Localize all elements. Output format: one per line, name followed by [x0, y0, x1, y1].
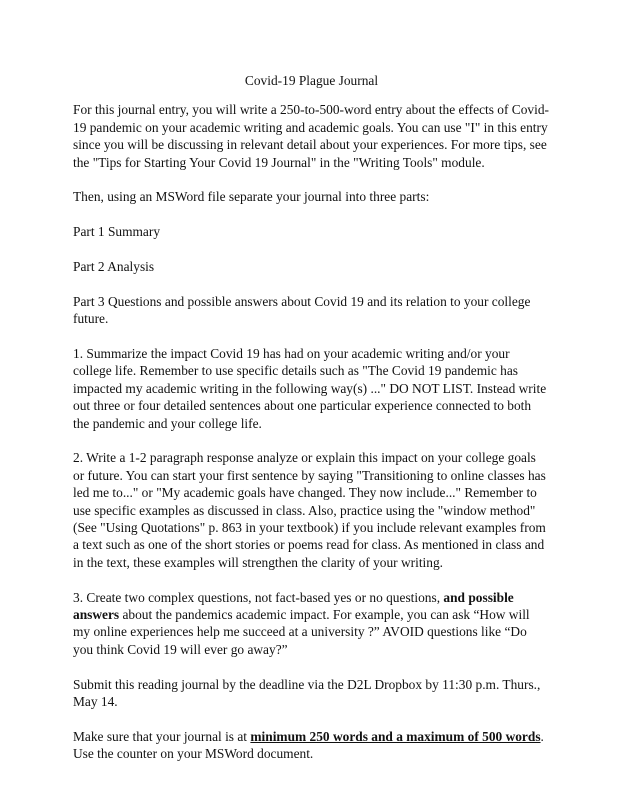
- page-title: Covid-19 Plague Journal: [244, 73, 379, 88]
- word-count-emphasis: minimum 250 words and a maximum of 500 words: [250, 728, 541, 744]
- step-3-text-after: about the pandemics academic impact. For example, you can ask “How will my online experiences help me succeed at a university ?” AVOID questions like “Do you think Covid 19 will ever go away?”: [73, 607, 530, 657]
- submit-paragraph: Submit this reading journal by the deadline via the D2L Dropbox by 11:30 p.m. Thurs., May 14.: [73, 676, 541, 710]
- part-1-label: Part 1 Summary: [73, 224, 161, 240]
- word-count-text-after: . Use the counter on your MSWord document.: [73, 728, 544, 762]
- step-3-paragraph: [73, 589, 550, 659]
- part-3-label: Part 3 Questions and possible answers about Covid 19 and its relation to your college future.: [73, 293, 531, 327]
- instruction-paragraph: Then, using an MSWord file separate your journal into three parts:: [73, 189, 430, 205]
- intro-paragraph: For this journal entry, you will write a 250-to-500-word entry about the effects of Covid-19 pandemic on your academic writing and academic goals. You can use "I" in this entry since you will be discussing in relevant detail about your experiences. For more tips, see the "Tips for Starting Your Covid 19 Journal" in the "Writing Tools" module.: [73, 102, 550, 170]
- word-count-paragraph: [73, 728, 550, 763]
- step-2-paragraph: 2. Write a 1-2 paragraph response analyze or explain this impact on your college goals or future. You can start your first sentence by saying "Transitioning to online classes has led me to..." or "My academic goals have changed. They now include..." Remember to use specific examples as discussed in class. Also, practice using the "window method" (See "Using Quotations" p. 863 in your textbook) if you include relevant examples from a text such as one of the short stories or poems read for class. As mentioned in class and in the text, these examples will strengthen the clarity of your writing.: [73, 450, 546, 570]
- step-3-bold-text: and possible answers: [73, 589, 514, 623]
- step-1-paragraph: 1. Summarize the impact Covid 19 has had on your academic writing and/or your college life. Remember to use specific details such as "The Covid 19 pandemic has impacted my academic writing in the following way(s) ..." DO NOT LIST. Instead write out three or four detailed sentences about one particular experience connected to both the pandemic and your college life.: [73, 346, 547, 431]
- part-2-label: Part 2 Analysis: [73, 259, 155, 275]
- step-3-text-before: 3. Create two complex questions, not fact-based yes or no questions,: [73, 589, 444, 605]
- word-count-text-before: Make sure that your journal is at: [73, 728, 251, 744]
